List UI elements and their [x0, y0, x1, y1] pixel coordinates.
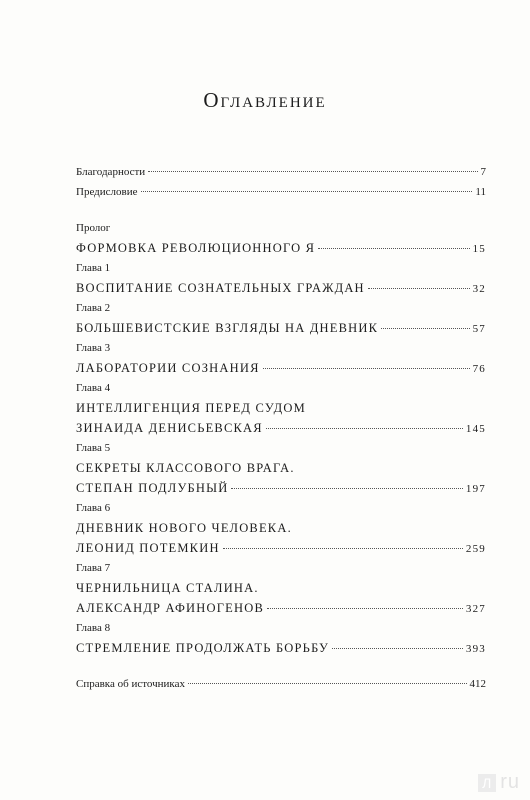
watermark [478, 771, 520, 794]
toc-entry-page: 412 [469, 678, 486, 690]
dot-leader [381, 328, 469, 329]
dot-leader [263, 368, 470, 369]
toc-entry-page: 145 [465, 423, 486, 435]
toc-entry-label: Благодарности [76, 166, 146, 178]
spacer [76, 202, 486, 218]
toc-entry-back-0 [76, 674, 486, 694]
dot-leader [368, 288, 470, 289]
toc-entry-title: ЗИНАИДА ДЕНИСЬЕВСКАЯ [76, 421, 263, 435]
toc-entry-title: ЛАБОРАТОРИИ СОЗНАНИЯ [76, 361, 260, 375]
dot-leader [332, 648, 463, 649]
toc-chapter-tag: Глава 6 [76, 502, 111, 514]
toc-entry-front-0 [76, 162, 486, 182]
toc-chapter-tag: Глава 2 [76, 302, 111, 314]
toc-entry-chapter-2 [76, 318, 486, 338]
dot-leader [188, 683, 467, 684]
toc-entry-title: ФОРМОВКА РЕВОЛЮЦИОННОГО Я [76, 241, 316, 255]
toc-entry-page: 393 [465, 643, 486, 655]
dot-leader [318, 248, 469, 249]
toc-entry-chapter-4-line-1: ИНТЕЛЛИГЕНЦИЯ ПЕРЕД СУДОМ [76, 401, 306, 415]
toc-chapter-tag: Глава 1 [76, 262, 111, 274]
toc-entry-title: БОЛЬШЕВИСТСКИЕ ВЗГЛЯДЫ НА ДНЕВНИК [76, 321, 379, 335]
toc-chapter-tag: Глава 3 [76, 342, 111, 354]
toc-entry-chapter-5 [76, 478, 486, 498]
toc-entry-page: 7 [480, 166, 486, 178]
toc-entry-chapter-6-line-1: ДНЕВНИК НОВОГО ЧЕЛОВЕКА. [76, 521, 292, 535]
toc-chapter-tag: Глава 4 [76, 382, 111, 394]
dot-leader [148, 171, 477, 172]
toc-entry-front-1 [76, 182, 486, 202]
toc-entry-page: 327 [465, 603, 486, 615]
dot-leader [231, 488, 462, 489]
toc-entry-chapter-6 [76, 538, 486, 558]
toc-entry-page: 15 [472, 243, 486, 255]
toc-entry-chapter-4 [76, 418, 486, 438]
toc-entry-chapter-8 [76, 638, 486, 658]
page-title: Оглавление [203, 88, 327, 112]
toc-chapter-tag: Глава 8 [76, 622, 111, 634]
toc-entry-chapter-7 [76, 598, 486, 618]
toc-entry-chapter-1 [76, 278, 486, 298]
toc-section-tag: Пролог [76, 222, 111, 234]
toc-entry-page: 32 [472, 283, 486, 295]
toc-entry-page: 57 [472, 323, 486, 335]
toc-entry-page: 259 [465, 543, 486, 555]
dot-leader [267, 608, 463, 609]
toc-entry-title: СТРЕМЛЕНИЕ ПРОДОЛЖАТЬ БОРЬБУ [76, 641, 330, 655]
watermark-logo: Л [478, 774, 496, 792]
watermark-text: ru [500, 771, 520, 793]
toc-entry-title: ЛЕОНИД ПОТЕМКИН [76, 541, 220, 555]
toc-entry-title: АЛЕКСАНДР АФИНОГЕНОВ [76, 601, 264, 615]
spacer [76, 658, 486, 674]
toc-entry-prolog [76, 238, 486, 258]
toc-entry-page: 11 [475, 186, 486, 198]
toc-entry-label: Предисловие [76, 186, 138, 198]
toc-entry-page: 197 [465, 483, 486, 495]
toc-entry-chapter-5-line-1: СЕКРЕТЫ КЛАССОВОГО ВРАГА. [76, 461, 295, 475]
toc-chapter-tag: Глава 5 [76, 442, 111, 454]
dot-leader [266, 428, 463, 429]
toc-entry-label: Справка об источниках [76, 678, 185, 690]
dot-leader [141, 191, 473, 192]
toc-entry-chapter-3 [76, 358, 486, 378]
toc-entry-chapter-7-line-1: ЧЕРНИЛЬНИЦА СТАЛИНА. [76, 581, 259, 595]
toc-chapter-tag: Глава 7 [76, 562, 111, 574]
toc-entry-title: СТЕПАН ПОДЛУБНЫЙ [76, 481, 229, 495]
toc-entry-page: 76 [472, 363, 486, 375]
toc-entry-title: ВОСПИТАНИЕ СОЗНАТЕЛЬНЫХ ГРАЖДАН [76, 281, 365, 295]
table-of-contents [76, 162, 486, 694]
dot-leader [223, 548, 463, 549]
